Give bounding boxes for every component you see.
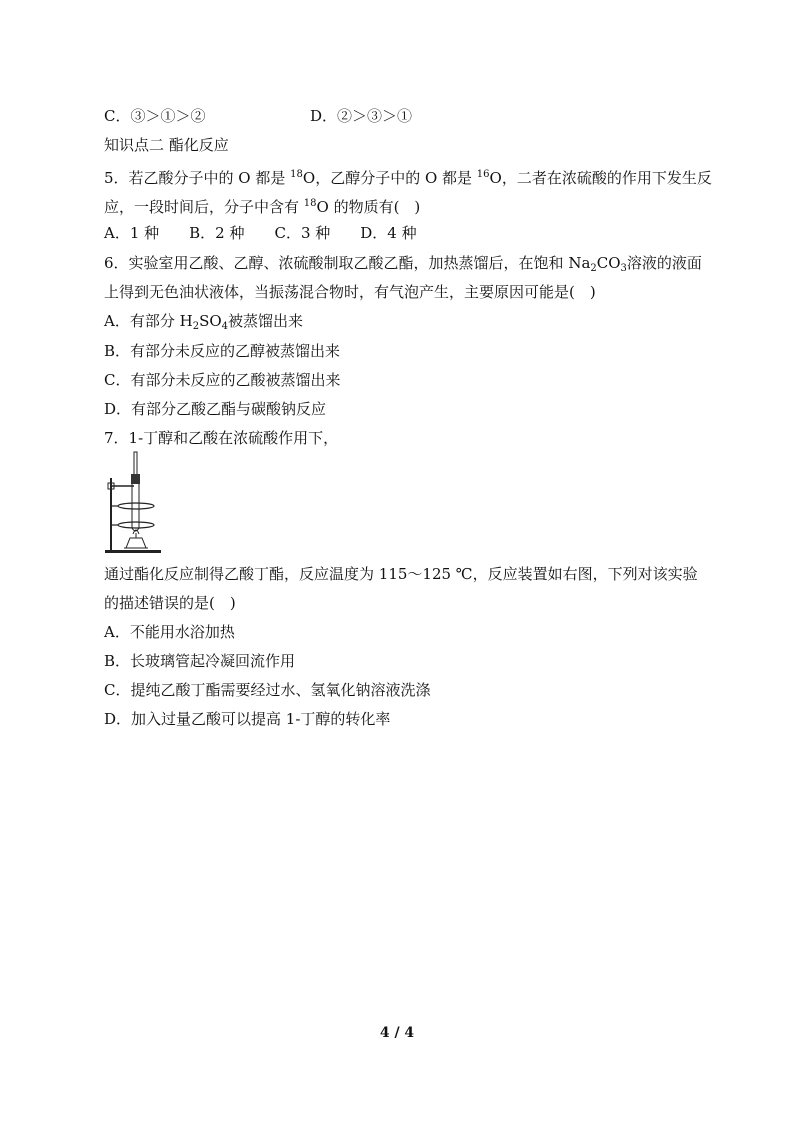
q7-option-a: A．不能用水浴加热 (104, 623, 235, 641)
q5-options: A．1 种 B．2 种 C．3 种 D．4 种 (104, 224, 417, 242)
q7-option-c: C．提纯乙酸丁酯需要经过水、氢氧化钠溶液洗涤 (104, 681, 431, 699)
q4-option-c: C．③＞①＞② (104, 107, 206, 125)
q4-option-row (104, 106, 413, 126)
page-number: 4 / 4 (379, 1025, 415, 1041)
q7-line2: 通过酯化反应制得乙酸丁酯，反应温度为 115～125 ℃，反应装置如右图，下列对该实验 (104, 565, 698, 583)
stand-base (105, 550, 161, 553)
support-ring-lower (118, 522, 154, 528)
q5-line1: 5．若乙酸分子中的 O 都是 $^{18}$O，乙醇分子中的 O 都是 $^{16}$O，二者在浓硫酸的作用下发生反 (104, 169, 712, 187)
support-ring-upper (118, 503, 154, 509)
q5-line2: 应，一段时间后，分子中含有 $^{18}$O 的物质有( ) (104, 198, 421, 216)
q7-line1: 7．1-丁醇和乙酸在浓硫酸作用下， (104, 429, 339, 447)
q4-option-d: D．②＞③＞① (310, 107, 413, 125)
q6-option-d: D．有部分乙酸乙酯与碳酸钠反应 (104, 400, 327, 418)
q7-option-d: D．加入过量乙酸可以提高 1-丁醇的转化率 (104, 710, 391, 728)
q7-option-b: B．长玻璃管起冷凝回流作用 (104, 652, 296, 670)
reflux-apparatus-figure (104, 450, 164, 555)
q6-option-c: C．有部分未反应的乙酸被蒸馏出来 (104, 371, 341, 389)
q7-line3: 的描述错误的是( ) (104, 594, 236, 612)
q6-option-b: B．有部分未反应的乙醇被蒸馏出来 (104, 342, 341, 360)
section-title: 知识点二 酯化反应 (104, 136, 229, 154)
q6-line1: 6．实验室用乙酸、乙醇、浓硫酸制取乙酸乙酯，加热蒸馏后，在饱和 $Na_2CO_3$溶液的液面 (104, 254, 702, 274)
q6-line2: 上得到无色油状液体，当振荡混合物时，有气泡产生，主要原因可能是( ) (104, 283, 596, 301)
test-tube (132, 484, 139, 531)
stopper (131, 474, 140, 484)
apparatus-drawing (104, 450, 164, 555)
alcohol-lamp (126, 538, 146, 548)
q6-option-a: A．有部分 $H_2SO_4$被蒸馏出来 (104, 312, 304, 332)
